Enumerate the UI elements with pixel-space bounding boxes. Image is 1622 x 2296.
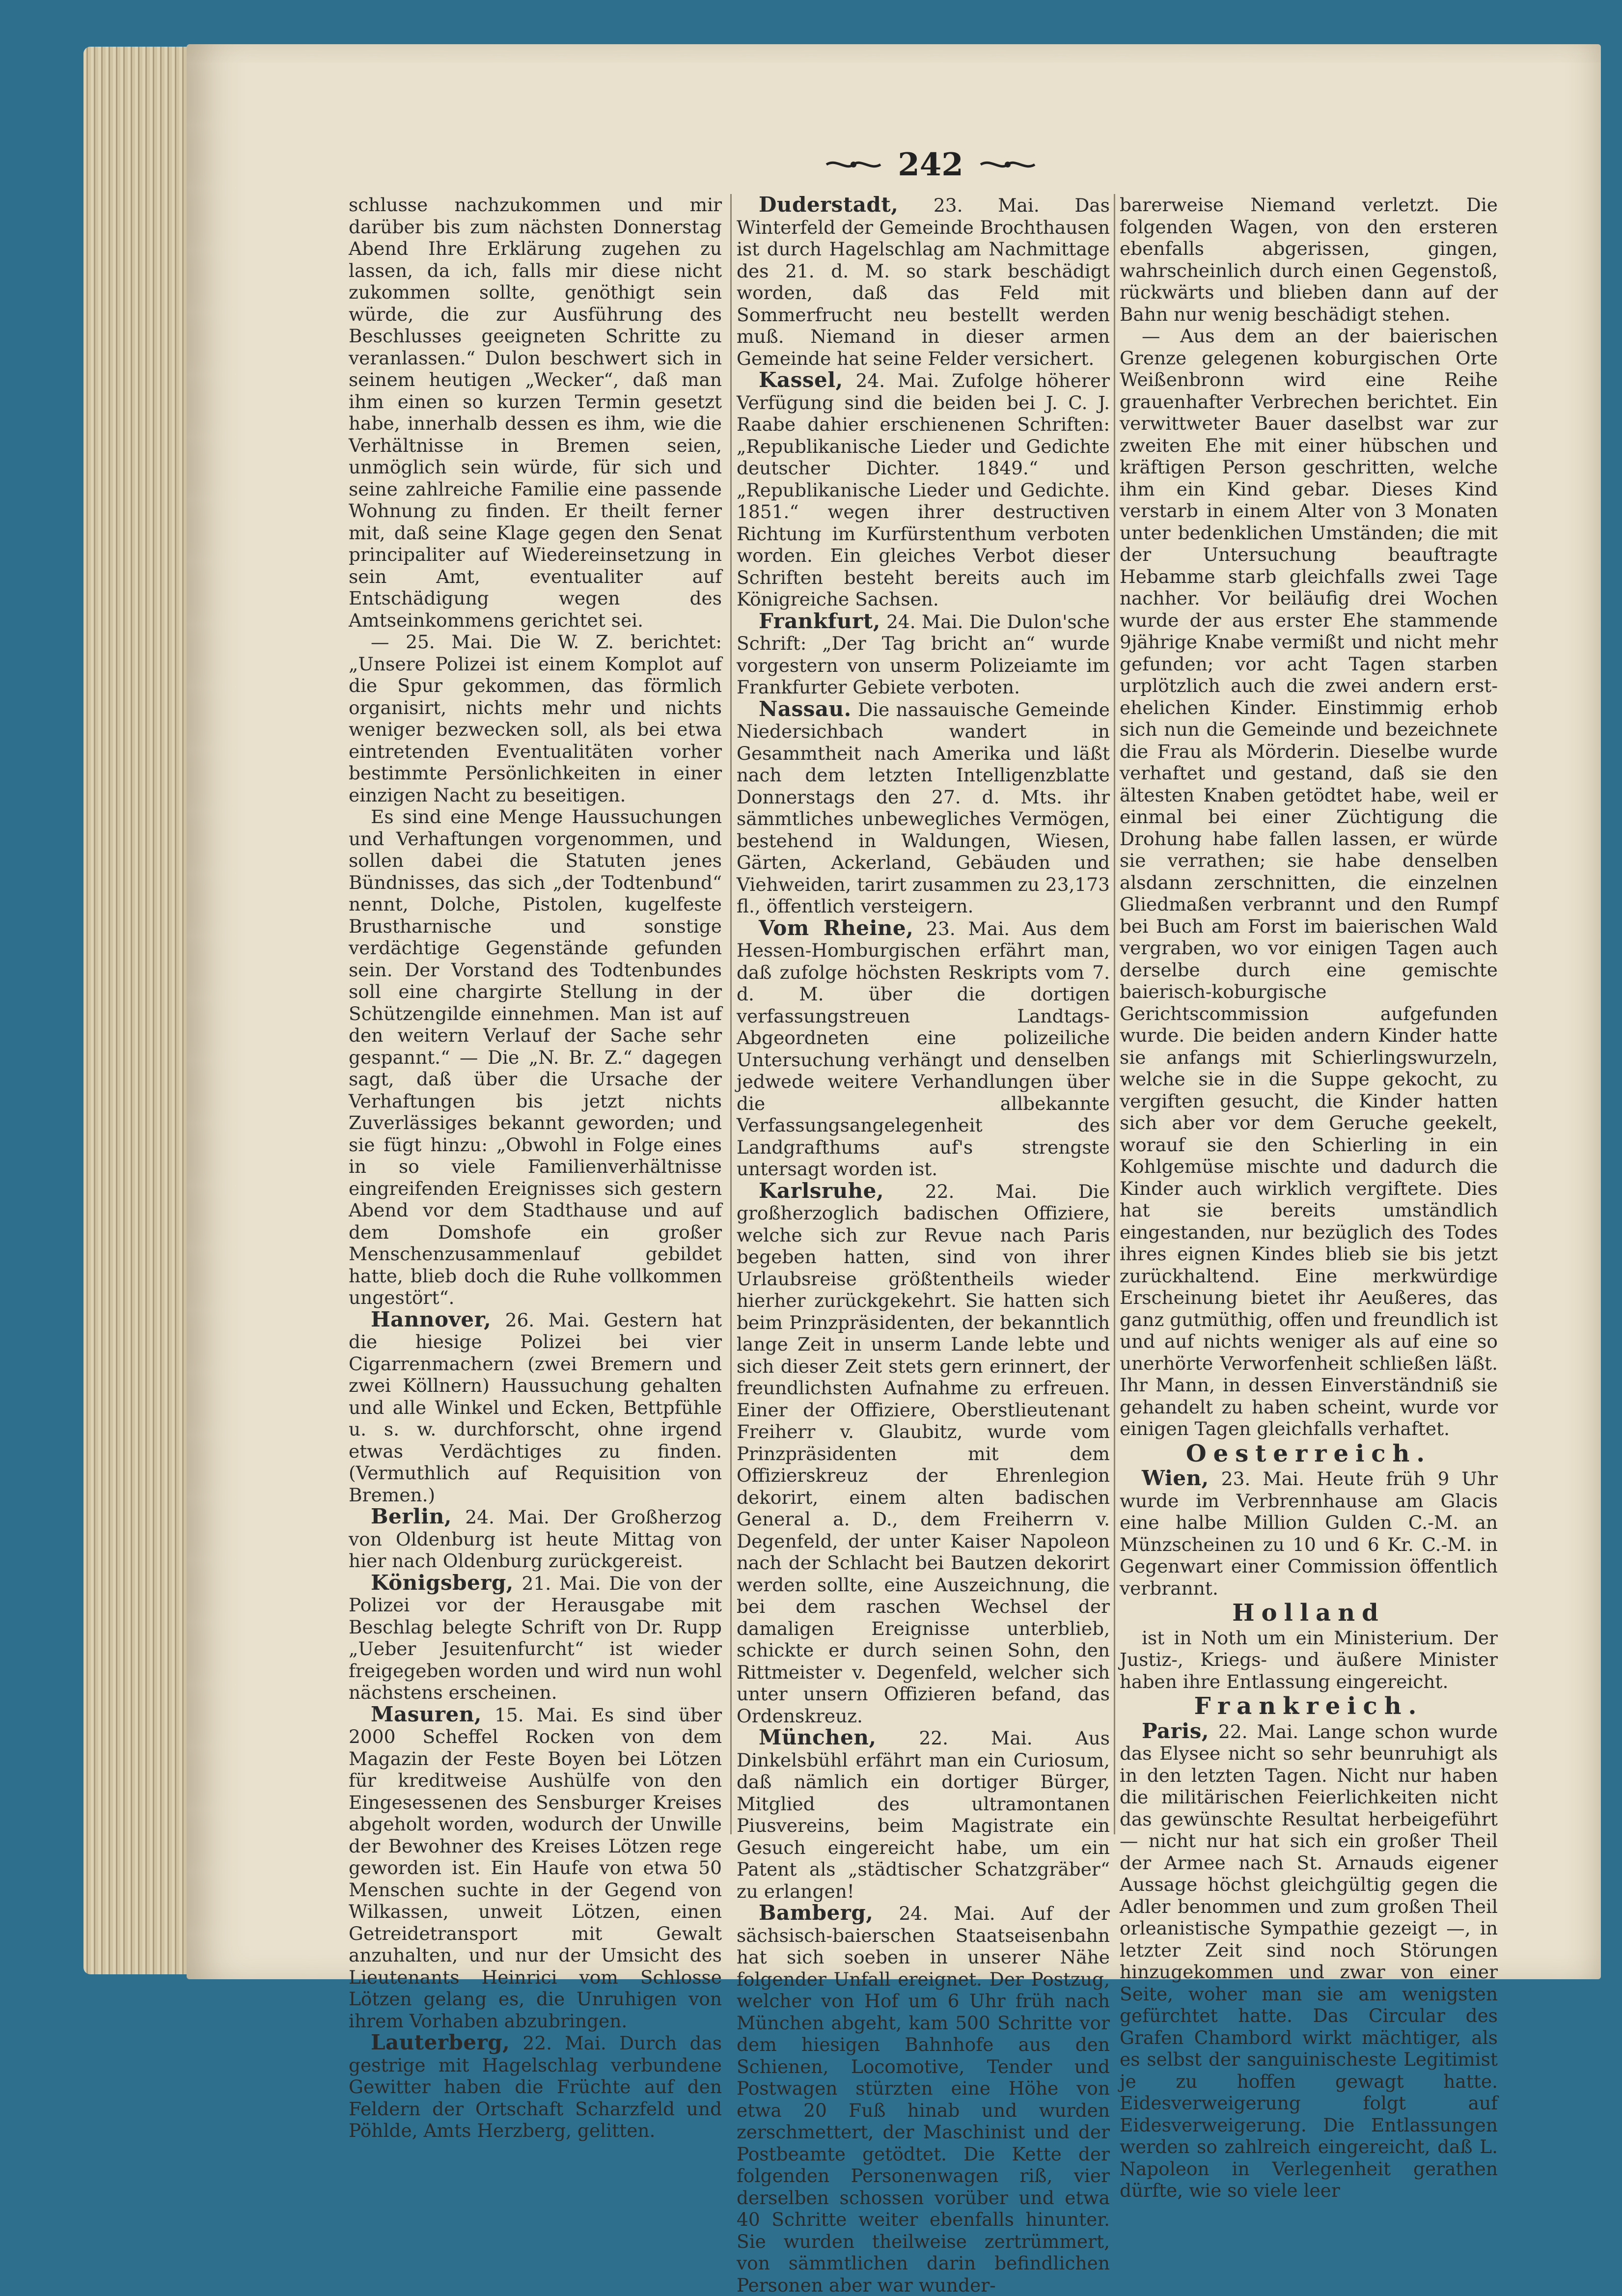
article-paragraph bbox=[1120, 1467, 1498, 1599]
article-paragraph bbox=[737, 1180, 1110, 1727]
paragraph-text: 26. Mai. Gestern hat die hiesige Polizei bei vier Cigarrenmachern (zwei Bremern und zwei Köllnern) Haussuchung gehalten und alle Winkel und Ecken, Bettpfühle u. s. w. durchforscht, ohne irgend etwas Verdächtiges zu finden. (Vermuthlich auf Requisition von Bremen.) bbox=[349, 1309, 722, 1506]
paragraph-text: 22. Mai. Durch das gestrige mit Hagelschlag verbundene Gewitter haben die Früchte auf den Feldern der Ortschaft Scharzfeld und Pöhlde, Amts Herzberg, gelitten. bbox=[349, 2032, 722, 2141]
dateline-city: Lauterberg, bbox=[371, 2030, 510, 2054]
article-paragraph bbox=[349, 1572, 722, 1704]
dateline-city: Berlin, bbox=[371, 1504, 452, 1528]
article-paragraph bbox=[737, 194, 1110, 369]
paragraph-text: barerweise Niemand verletzt. Die folgenden Wagen, von den ersteren ebenfalls abgerissen, gingen, wahrscheinlich durch einen Gegenstoß, rückwärts und blieben dann auf der Bahn nur wenig beschädigt stehen. bbox=[1120, 194, 1498, 325]
page-number: 242 bbox=[898, 146, 963, 183]
paragraph-text: 24. Mai. Zufolge höherer Verfügung sind die beiden bei J. C. J. Raabe dahier erschienenen Schriften: „Republikanische Lieder und Gedichte deutscher Dichter. 1849.“ und „Republikanische Lieder und Gedichte. 1851.“ wegen ihrer destructiven Richtung im Kurfürstenthum verboten worden. Ein gleiches Verbot dieser Schriften besteht bereits auch im Königreiche Sachsen. bbox=[737, 370, 1110, 610]
article-paragraph bbox=[737, 610, 1110, 698]
paragraph-text: 21. Mai. Die von der Polizei vor der Herausgabe mit Beschlag belegte Schrift von Dr. Rupp „Ueber Jesuitenfurcht“ ist wieder freigegeben worden und wird nun wohl nächstens erscheinen. bbox=[349, 1572, 722, 1703]
dateline-city: Frankfurt, bbox=[759, 609, 880, 633]
article-paragraph bbox=[349, 2032, 722, 2142]
article-paragraph bbox=[1120, 1720, 1498, 2202]
dateline-city: Paris, bbox=[1142, 1718, 1210, 1743]
paragraph-text: 23. Mai. Aus dem Hessen-Homburgischen erfährt man, daß zufolge höchsten Reskripts vom 7. d. M. über die dortigen verfassungstreuen Landtags-Abgeordneten eine polizeiliche Untersuchung verhängt und denselben jedwede weitere Verhandlungen über die allbekannte Verfassungsangelegenheit des Landgrafthums auf's strengste untersagt worden ist. bbox=[737, 917, 1110, 1180]
paragraph-text: Die nassauische Gemeinde Niedersichbach wandert in Gesammtheit nach Amerika und läßt nach dem letzten Intelligenzblatte Donnerstags den 27. d. Mts. ihr sämmtliches unbewegliches Vermögen, bestehend in Waldungen, Wiesen, Gärten, Ackerland, Gebäuden und Viehweiden, tarirt zusammen zu 23,173 fl., öffentlich versteigern. bbox=[737, 698, 1110, 917]
section-heading: Frankreich. bbox=[1194, 1692, 1424, 1720]
paragraph-text: — 25. Mai. Die W. Z. berichtet: „Unsere Polizei ist einem Komplot auf die Spur gekommen, das förmlich organisirt, nichts mehr und nichts weniger bezwecken soll, als bei etwa eintretenden Eventualitäten vorher bestimmte Persönlichkeiten in einer einzigen Nacht zu beseitigen. bbox=[349, 631, 722, 806]
paragraph-text: 24. Mai. Die Dulon'sche Schrift: „Der Tag bricht an“ wurde vorgestern von unserm Polizeiamte im Frankfurter Gebiete verboten. bbox=[737, 610, 1110, 698]
article-paragraph bbox=[737, 1902, 1110, 2296]
dateline-city: Duderstadt, bbox=[759, 193, 899, 217]
article-paragraph bbox=[349, 1704, 722, 2032]
paragraph-text: 23. Mai. Das Winterfeld der Gemeinde Brochthausen ist durch Hagelschlag am Nachmittage des 21. d. M. so stark beschädigt worden, daß das Feld mit Sommerfrucht neu bestellt werden muß. Niemand in dieser armen Gemeinde hat seine Felder versichert. bbox=[737, 194, 1110, 369]
left-ornament-icon bbox=[824, 157, 883, 172]
dateline-city: Nassau. bbox=[759, 696, 852, 721]
paragraph-text: 23. Mai. Heute früh 9 Uhr wurde im Verbrennhause am Glacis eine halbe Million Gulden C.-M. an Münzscheinen zu 10 und 6 Kr. C.-M. in Gegenwart einer Commission öffentlich verbrannt. bbox=[1120, 1468, 1498, 1599]
section-heading: Oesterreich. bbox=[1185, 1439, 1432, 1467]
paragraph-text: Es sind eine Menge Haussuchungen und Verhaftungen vorgenommen, und sollen dabei die Statuten jenes Bündnisses, das sich „der Todtenbund“ nennt, Dolche, Pistolen, kugelfeste Brustharnische und sonstige verdächtige Gegenstände gefunden sein. Der Vorstand des Todtenbundes soll eine chargirte Stellung in der Schützengilde einnehmen. Man ist auf den weitern Verlauf der Sache sehr gespannt.“ — Die „N. Br. Z.“ dagegen sagt, daß über die Ursache der Verhaftungen bis jetzt nichts Zuverlässiges bekannt geworden; und sie fügt hinzu: „Obwohl in Folge eines in so viele Familienverhältnisse eingreifenden Ereignisses sich gestern Abend vor dem Stadthause und auf dem Domshofe ein großer Menschenzusammenlauf gebildet hatte, blieb doch die Ruhe vollkommen ungestört“. bbox=[349, 806, 722, 1308]
paragraph-text: 24. Mai. Auf der sächsisch-baierschen Staatseisenbahn hat sich soeben in unserer Nähe folgender Unfall ereignet. Der Postzug, welcher von Hof um 6 Uhr früh nach München abgeht, kam 500 Schritte vor dem hiesigen Bahnhofe aus den Schienen, Locomotive, Tender und Postwagen stürzten eine Höhe von etwa 20 Fuß hinab und wurden zerschmettert, der Maschinist und der Postbeamte getödtet. Die Kette der folgenden Personenwagen riß, vier derselben schossen vorüber und etwa 40 Schritte weiter ebenfalls hinunter. Sie wurden theilweise zertrümmert, von sämmtlichen darin befindlichen Personen aber war wunder- bbox=[737, 1903, 1110, 2296]
dateline-city: Kassel, bbox=[759, 368, 843, 392]
article-paragraph bbox=[737, 369, 1110, 610]
right-ornament-icon bbox=[978, 157, 1037, 172]
dateline-city: Wien, bbox=[1142, 1466, 1209, 1490]
dateline-city: Masuren, bbox=[371, 1702, 482, 1726]
article-paragraph bbox=[349, 806, 722, 1309]
paragraph-text: 24. Mai. Der Großherzog von Oldenburg ist heute Mittag von hier nach Oldenburg zurückgereist. bbox=[349, 1506, 722, 1572]
page-header bbox=[820, 142, 1041, 187]
text-column-3 bbox=[1120, 194, 1498, 2201]
article-paragraph bbox=[737, 698, 1110, 917]
column-divider bbox=[730, 194, 732, 1834]
dateline-city: München, bbox=[759, 1725, 877, 1749]
paragraph-text: ist in Noth um ein Ministerium. Der Justiz-, Kriegs- und äußere Minister haben ihre Entlassung eingereicht. bbox=[1120, 1627, 1498, 1692]
paragraph-text: 22. Mai. Aus Dinkelsbühl erfährt man ein Curiosum, daß nämlich ein dortiger Bürger, Mitglied des ultramontanen Piusvereins, beim Magistrate ein Gesuch eingereicht habe, um ein Patent als „städtischer Schatzgräber“ zu erlangen! bbox=[737, 1727, 1110, 1902]
article-paragraph bbox=[349, 1506, 722, 1572]
dateline-city: Königsberg, bbox=[371, 1570, 514, 1595]
dateline-city: Bamberg, bbox=[759, 1901, 874, 1925]
text-column-2 bbox=[737, 193, 1110, 2296]
paragraph-text: 22. Mai. Die großherzoglich badischen Offiziere, welche sich zur Revue nach Paris begeben hatten, sind von ihrer Urlaubsreise größtentheils wieder hierher zurückgekehrt. Sie hatten sich beim Prinzpräsidenten, der bekanntlich lange Zeit in unserm Lande lebte und sich dieser Zeit stets gern erinnert, der freundlichsten Aufnahme zu erfreuen. Einer der Offiziere, Oberstlieutenant Freiherr v. Glaubitz, wurde vom Prinzpräsidenten mit dem Offizierskreuz der Ehrenlegion dekorirt, einem alten badischen General a. D., dem Freiherrn v. Degenfeld, der unter Kaiser Napoleon nach der Schlacht bei Bautzen dekorirt werden sollte, eine Auszeichnung, die bei dem raschen Wechsel der damaligen Ereignisse unterblieb, schickte er durch seinen Sohn, den Rittmeister v. Degenfeld, welcher sich unter unsern Offizieren befand, das Ordenskreuz. bbox=[737, 1180, 1110, 1727]
text-column-1 bbox=[349, 194, 722, 2141]
paragraph-text: — Aus dem an der baierischen Grenze gelegenen koburgischen Orte Weißenbronn wird eine Reihe grauenhafter Verbrechen berichtet. Ein verwittweter Bauer daselbst war zur zweiten Ehe mit einer hübschen und kräftigen Person geschritten, welche ihm ein Kind gebar. Dieses Kind verstarb in einem Alter von 3 Monaten unter bedenklichen Umständen; die mit der Untersuchung beauftragte Hebamme starb gleichfalls zwei Tage nachher. Vor beiläufig drei Wochen wurde der aus erster Ehe stammende 9jährige Knabe vermißt und nicht mehr gefunden; vor acht Tagen starben urplötzlich auch die zwei andern erst-ehelichen Kinder. Einstimmig erhob sich nun die Gemeinde und bezeichnete die Frau als Mörderin. Dieselbe wurde verhaftet und gestand, daß sie den ältesten Knaben getödtet habe, weil er einmal bei einer Züchtigung die Drohung habe fallen lassen, er würde sie verrathen; sie habe denselben alsdann zerschnitten, die einzelnen Gliedmaßen verbrannt und den Rumpf bei Buch am Forst im baierischen Wald vergraben, wo vor einigen Tagen auch derselbe durch eine gemischte baierisch-koburgische Gerichtscommission aufgefunden wurde. Die beiden andern Kinder hatte sie anfangs mit Schierlingswurzeln, welche sie in die Suppe gekocht, zu vergiften gesucht, die Kinder hatten sich aber vor dem Geruche geekelt, worauf sie den Schierling in ein Kohlgemüse mischte und dadurch die Kinder auch wirklich vergiftete. Dies hat sie bereits umständlich eingestanden, nur bezüglich des Todes ihres eignen Kindes blieb sie bis jetzt zurückhaltend. Eine merkwürdige Erscheinung bietet ihr Aeußeres, das ganz gutmüthig, offen und freundlich ist und auf nichts weniger als auf eine so unerhörte Verworfenheit schließen läßt. Ihr Mann, in dessen Einverständniß sie gehandelt zu haben scheint, wurde vor einigen Tagen gleichfalls verhaftet. bbox=[1120, 325, 1498, 1439]
article-paragraph bbox=[349, 1309, 722, 1506]
article-paragraph bbox=[349, 194, 722, 631]
article-paragraph bbox=[737, 1727, 1110, 1902]
paragraph-text: 15. Mai. Es sind über 2000 Scheffel Rocken von dem Magazin der Feste Boyen bei Lötzen für kreditweise Aushülfe von den Eingesessenen des Sensburger Kreises abgeholt worden, wodurch der Unwille der Bewohner des Kreises Lötzen rege geworden ist. Ein Haufe von etwa 50 Menschen suchte in der Gegend von Wilkassen, unweit Lötzen, einen Getreidetransport mit Gewalt anzuhalten, und nur der Umsicht des Lieutenants Heinrici vom Schlosse Lötzen gelang es, die Unruhigen von ihrem Vorhaben abzubringen. bbox=[349, 1704, 722, 2032]
column-divider bbox=[1114, 194, 1115, 1834]
article-paragraph bbox=[349, 631, 722, 806]
section-heading: Holland bbox=[1232, 1599, 1385, 1627]
dateline-city: Hannover, bbox=[371, 1307, 492, 1331]
paragraph-text: schlusse nachzukommen und mir darüber bis zum nächsten Donnerstag Abend Ihre Erklärung zugehen zu lassen, da ich, falls mir diese nicht zukommen sollte, genöthigt sein würde, die zur Ausführung des Beschlusses geeigneten Schritte zu veranlassen.“ Dulon beschwert sich in seinem heutigen „Wecker“, daß man ihm einen so kurzen Termin gesetzt habe, innerhalb dessen es ihm, wie die Verhältnisse in Bremen seien, unmöglich sein würde, für sich und seine zahlreiche Familie eine passende Wohnung zu finden. Er theilt ferner mit, daß seine Klage gegen den Senat principaliter auf Wiedereinsetzung in sein Amt, eventualiter auf Entschädigung wegen des Amtseinkommens gerichtet sei. bbox=[349, 194, 722, 631]
article-paragraph bbox=[1120, 1627, 1498, 1693]
paragraph-text: 22. Mai. Lange schon wurde das Elysee nicht so sehr beunruhigt als in den letzten Tagen. Nicht nur haben die militärischen Feierlichkeiten nicht das gewünschte Resultat herbeigeführt — nicht nur hat sich ein großer Theil der Armee nach St. Arnauds eigener Aussage höchst gleichgültig gegen die Adler benommen und zum großen Theil orleanistische Sympathie gezeigt —, in letzter Zeit sind noch Störungen hinzugekommen und zwar von einer Seite, woher man sie am wenigsten gefürchtet hatte. Das Circular des Grafen Chambord wirkt mächtiger, als es selbst der sanguinischeste Legitimist je zu hoffen gewagt hatte. Eidesverweigerung folgt auf Eidesverweigerung. Die Entlassungen werden so zahlreich eingereicht, daß L. Napoleon in Verlegenheit gerathen dürfte, wie so viele leer bbox=[1120, 1720, 1498, 2201]
article-paragraph bbox=[1120, 325, 1498, 1440]
article-paragraph bbox=[737, 917, 1110, 1180]
dateline-city: Vom Rheine, bbox=[759, 915, 914, 940]
dateline-city: Karlsruhe, bbox=[759, 1178, 884, 1203]
article-paragraph bbox=[1120, 194, 1498, 325]
